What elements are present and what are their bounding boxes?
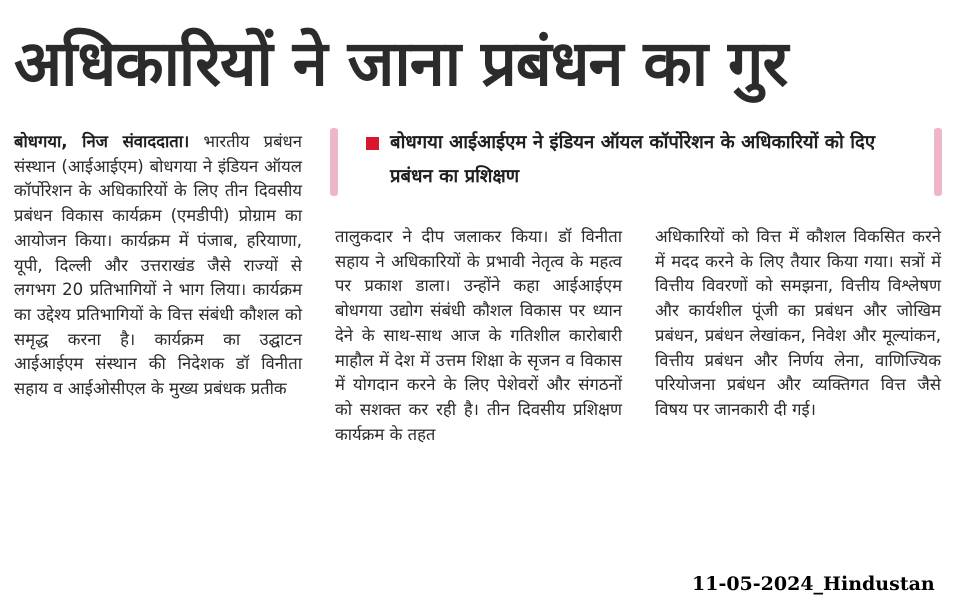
subheadline-left-bar — [330, 128, 338, 196]
article-column-2: तालुकदार ने दीप जलाकर किया। डॉ विनीता सहाय ने अधिकारियों के प्रभावी नेतृत्व के महत्व पर प्रकाश डाला। उन्होंने कहा आईआईएम बोधगया उद्योग संबंधी कौशल विकास पर ध्यान देने के साथ-साथ आज के गतिशील कारोबारी माहौल में देश में उत्तम शिक्षा के सृजन व विकास में योगदान करने के लिए पेशेवरों और संगठनों को सशक्त कर रही है। तीन दिवसीय प्रशिक्षण कार्यक्रम के तहत — [335, 227, 622, 444]
subheadline-right-bar — [934, 128, 942, 196]
dateline: बोधगया, निज संवाददाता। — [14, 132, 190, 151]
article-column-3: अधिकारियों को वित्त में कौशल विकसित करने में मदद करने के लिए तैयार किया गया। सत्रों में वित्तीय विवरणों को समझना, वित्तीय विश्लेषण और कार्यशील पूंजी का प्रबंधन और जोखिम प्रबंधन, प्रबंधन लेखांकन, निवेश और मूल्यांकन, वित्तीय प्रबंधन और निर्णय लेना, वाणिज्यिक परियोजना प्रबंधन और व्यक्तिगत वित्त जैसे विषय पर जानकारी दी गई। — [655, 227, 941, 419]
subheadline: बोधगया आईआईएम ने इंडियन ऑयल कॉर्पोरेशन के अधिकारियों को दिए प्रबंधन का प्रशिक्षण — [390, 132, 876, 187]
headline: अधिकारियों ने जाना प्रबंधन का गुर — [14, 27, 788, 100]
subheadline-box — [330, 126, 944, 198]
column-1-text: भारतीय प्रबंधन संस्थान (आईआईएम) बोधगया ने इंडियन ऑयल कॉर्पोरेशन के अधिकारियों के लिए तीन दिवसीय प्रबंधन विकास कार्यक्रम (एमडीपी) प्रोग्राम का आयोजन किया। कार्यक्रम में पंजाब, हरियाणा, यूपी, दिल्ली और उत्तराखंड जैसे राज्यों से लगभग 20 प्रतिभागियों ने भाग लिया। कार्यक्रम का उद्देश्य प्रतिभागियों के वित्त संबंधी कौशल को समृद्ध करना है। कार्यक्रम का उद्घाटन आईआईएम संस्थान की निदेशक डॉ विनीता सहाय व आईओसीएल के मुख्य प्रबंधक प्रतीक — [14, 132, 302, 399]
source-date-stamp: 11-05-2024_Hindustan — [692, 573, 935, 595]
square-bullet-icon — [366, 137, 379, 150]
article-column-1 — [14, 130, 302, 402]
